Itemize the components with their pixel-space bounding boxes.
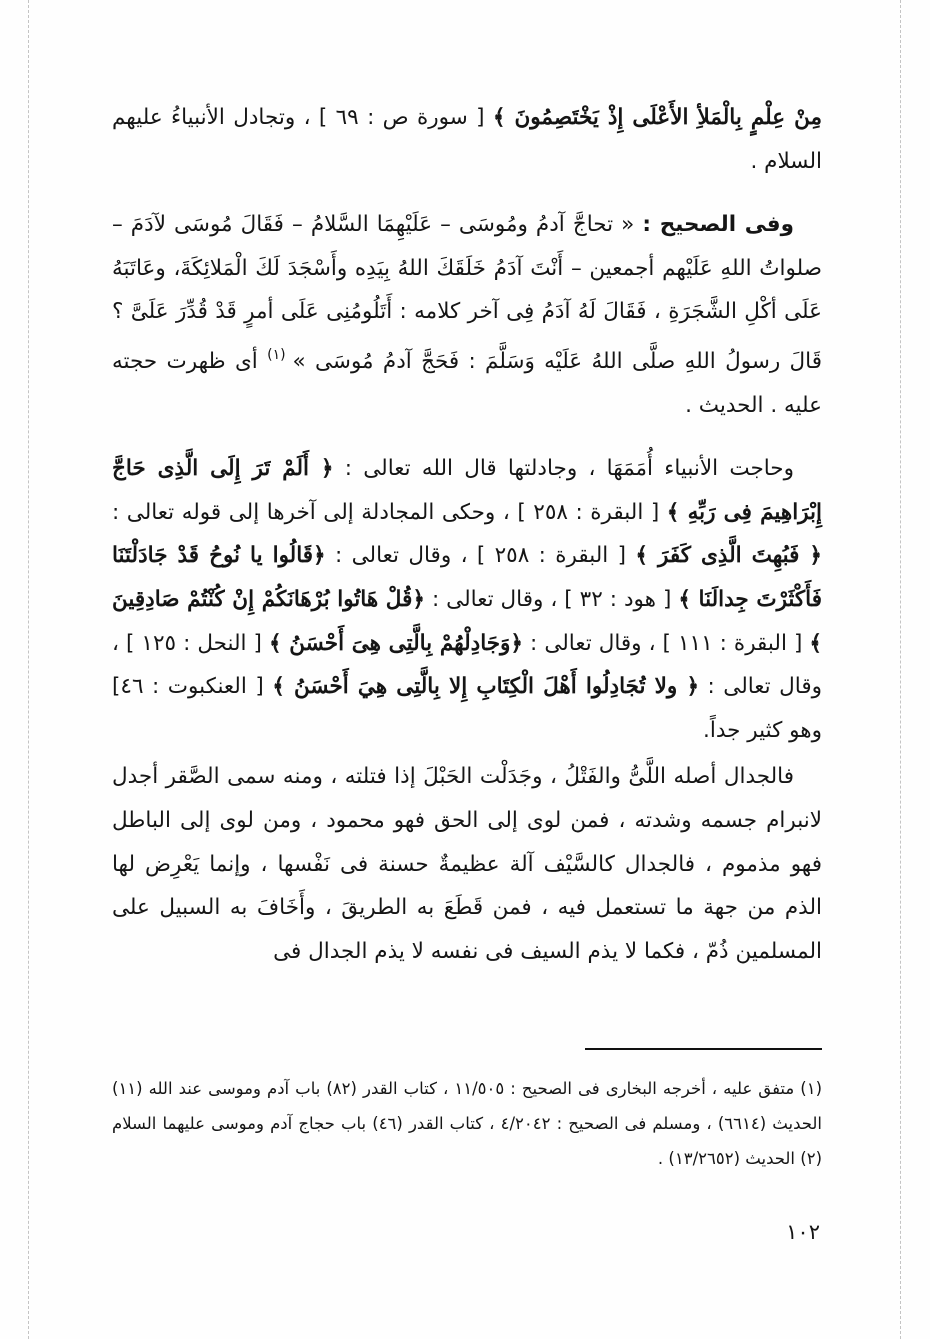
quran-quote: ﴿ ولا تُجَادِلُوا أَهْلَ الْكِتَابِ إِلا بِالَّتِى هِيَ أَحْسَنُ ﴾ <box>272 674 700 700</box>
quran-quote: ﴿ أَلَمْ تَرَ إِلَى الَّذِى حَاجَّ إِبْرَاهِيمَ فِى رَبِّهِ ﴾ <box>112 456 823 525</box>
quran-quote: ﴿ فَبُهِتَ الَّذِى كَفَرَ ﴾ <box>635 543 822 569</box>
hadith-text: « تحاجَّ آدمُ ومُوسَى – عَلَيْهِمَا السَّلامُ – فَقَالَ مُوسَى لآدَمَ – صلواتُ اللهِ عَلَيْهم أجمعين – أَنْتَ آدَمُ خَلَقَكَ اللهُ بِيَدِه وأَسْجَدَ لَكَ الْمَلائِكَةَ، وعَاتَبَهُ عَلَى أكْلِ الشَّجَرَةِ ، فَقَالَ لَهُ آدَمُ فِى آخر كلامه : أَتَلُومُنِى عَلَى أمرٍ قَدْ قُدِّرَ عَلَىَّ ؟ قَالَ رسولُ اللهِ صلَّى اللهُ عَلَيْه وَسَلَّمَ : فَحَجَّ آدمُ مُوسَى » <box>112 212 822 374</box>
footnote: (١) متفق عليه ، أخرجه البخارى فى الصحيح : ١١/٥٠٥ ، كتاب القدر (٨٢) باب آدم وموسى عند الله (١١) الحديث (٦٦١٤) ، ومسلم فى الصحيح : ٤/٢٠٤٢ ، كتاب القدر (٤٦) باب حجاج آدم وموسى عليهما السلام (٢) الحديث (١٣/٢٦٥٢) . <box>112 1079 822 1168</box>
text-run: [ البقرة : ١١١ ] ، وقال تعالى : <box>523 630 810 656</box>
main-text <box>112 96 822 973</box>
text-run: [ سورة ص : ٦٩ ] ، وتجادل الأنبياءُ عليهم السلام . <box>112 105 822 174</box>
text-run: [ هود : ٣٢ ] ، وقال تعالى : <box>424 586 679 612</box>
text-run: [ البقرة : ٢٥٨ ] ، وقال تعالى : <box>325 543 636 569</box>
text-run: [ النحل : ١٢٥ ] ، وقال تعالى : <box>112 630 822 700</box>
text-run: فالجدال أصله اللَّىُّ والفَتْلُ ، وجَدَلْت الحَبْلَ إذا فتلته ، ومنه سمى الصَّقر أجدل لانبرام جسمه وشدته ، فمن لوى إلى الحق فهو محمود ، ومن لوى إلى الباطل فهو مذموم ، فالجدال كالسَّيْف آلة عظيمةٌ حسنة فى نَفْسها ، وإنما يَعْرِض لها الذم من جهة ما تستعمل فيه ، فمن قَطَعَ به الطريقَ ، وأَخَافَ به السبيل على المسلمين ذُمّ ، فكما لا يذم السيف فى نفسه لا يذم الجدال فى <box>112 764 822 964</box>
text-run: وحاجت الأنبياء أُمَمَهَا ، وجادلتها قال الله تعالى : <box>333 456 794 482</box>
quran-quote: ﴿قَالُوا يا نُوحُ قَدْ جَادَلْتَنَا فَأَكْثَرْتَ جِدالَنَا ﴾ <box>112 543 822 612</box>
lead-phrase: وفى الصحيح : <box>642 212 794 238</box>
page-number: ١٠٢ <box>786 1220 820 1244</box>
paragraph-1 <box>112 96 822 183</box>
quran-quote: مِنْ عِلْمٍ بِالْمَلأِ الأَعْلَى إِذْ يَخْتَصِمُونَ ﴾ <box>492 105 822 130</box>
quran-quote: ﴿قُلْ هَاتُوا بُرْهَانَكُمْ إِنْ كُنْتُمْ صَادِقِينَ ﴾ <box>112 586 822 656</box>
footnote-divider <box>585 1048 822 1050</box>
scan-edge-left <box>28 0 29 1339</box>
text-run: [ العنكبوت : ٤٦] وهو كثير جداً. <box>112 674 822 743</box>
scan-edge-right <box>900 0 901 1339</box>
text-run: [ البقرة : ٢٥٨ ] ، وحكى المجادلة إلى آخرها إلى قوله تعالى : <box>112 499 667 525</box>
quran-quote: ﴿وَجَادِلْهُمْ بِالَّتِى هِىَ أَحْسَنُ ﴾ <box>268 630 524 656</box>
paragraph-3 <box>112 447 822 752</box>
paragraph-4 <box>112 755 822 973</box>
text-run: أى ظهرت حجته عليه . الحديث . <box>112 348 822 418</box>
paragraph-2 <box>112 203 822 427</box>
footnote-reference: (١) <box>267 346 293 363</box>
